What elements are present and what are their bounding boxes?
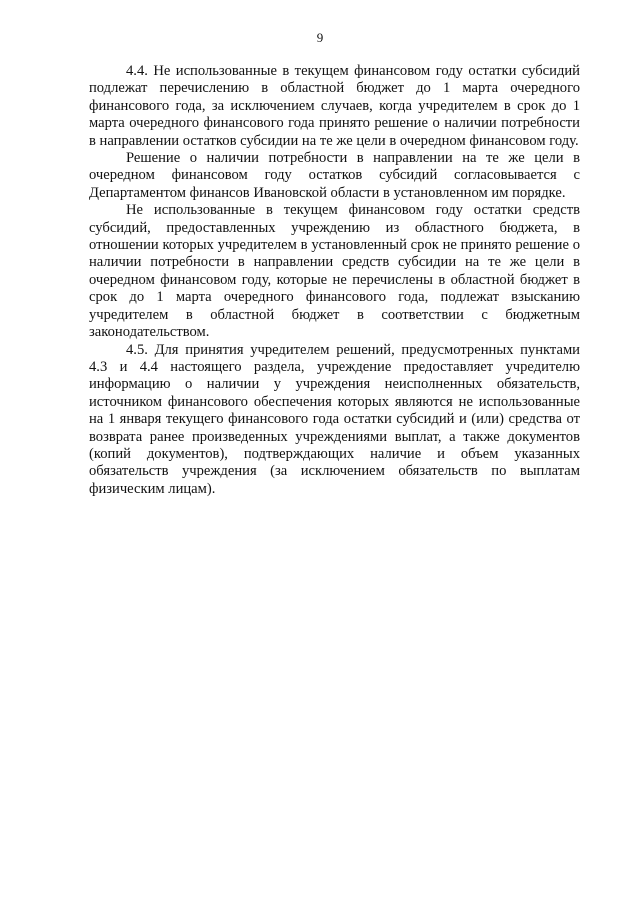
page-number: 9 (316, 30, 324, 45)
paragraph-4-5: 4.5. Для принятия учредителем решений, предусмотренных пунктами 4.3 и 4.4 настоящего раздела, учреждение предоставляет учредителю информацию о наличии у учреждения неисполненных обязательств, источником финансового обеспечения которых являются не использованные на 1 января текущего финансового года остатки субсидий и (или) средства от возврата ранее произведенных учреждениями выплат, а также документов (копий документов), подтверждающих наличие и объем указанных обязательств учреждения (за исключением обязательств по выплатам физическим лицам). (89, 341, 580, 497)
document-body (89, 63, 580, 498)
paragraph-decision-agreement: Решение о наличии потребности в направлении на те же цели в очередном финансовом году остатков субсидий согласовывается с Департаментом финансов Ивановской области в установленном им порядке. (89, 150, 580, 201)
paragraph-4-4: 4.4. Не использованные в текущем финансовом году остатки субсидий подлежат перечислению в областной бюджет до 1 марта очередного финансового года, за исключением случаев, когда учредителем в срок до 1 марта очередного финансового года принято решение о наличии потребности в направлении остатков субсидии на те же цели в очередном финансовом году. (89, 63, 580, 149)
paragraph-unused-balances-recovery: Не использованные в текущем финансовом году остатки средств субсидий, предоставленных учреждению из областного бюджета, в отношении которых учредителем в установленный срок не принято решение о наличии потребности в направлении средств субсидии на те же цели в очередном финансовом году, которые не перечислены в областной бюджет в срок до 1 марта очередного финансового года, подлежат взысканию учредителем в областной бюджет в соответствии с бюджетным законодательством. (89, 202, 580, 341)
